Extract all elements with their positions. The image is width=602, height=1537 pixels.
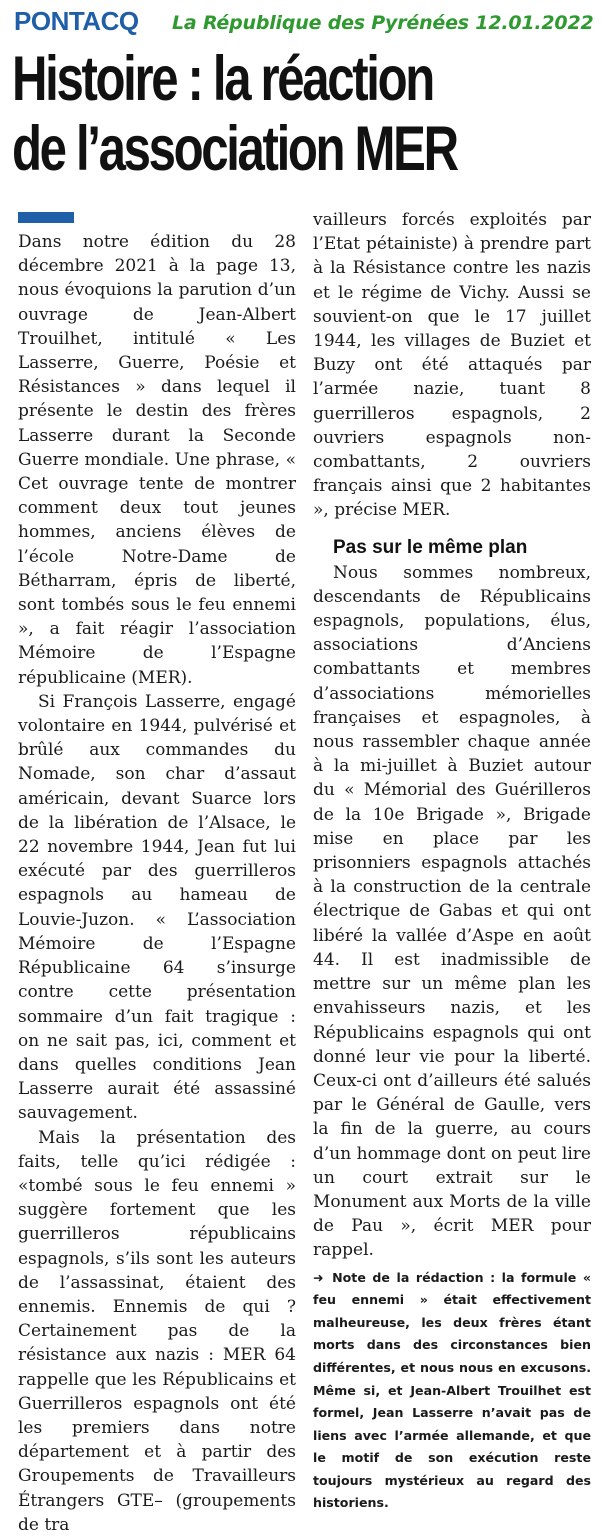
subhead: Pas sur le même plan [333,536,528,558]
paragraph-1: Dans notre édition du 28 décembre 2021 à la page 13, nous évoquions la parution d’un ouvrage de Jean-Albert Trouilhet, intitulé « Les Lasserre, Guerre, Poésie et Résistances » dans lequel il présente le destin des frères Lasserre durant la Seconde Guerre mondiale. Une phrase, « Cet ouvrage tente de montrer comment deux tout jeunes hommes, anciens élèves de l’école Notre-Dame de Bétharram, épris de liberté, sont tombés sous le feu ennemi », a fait réagir l’association Mémoire de l’Espagne républicaine (MER). [18,232,296,688]
editor-note [313,1267,591,1516]
editor-note-text: Note de la rédaction : la formule « feu ennemi » était effectivement malheureuse, les deux frères étant morts dans des circonstances bien différentes, et nous nous en excusons. Même si, et Jean-Albert Trouilhet est formel, Jean Lasserre n’avait pas de liens avec l’armée allemande, et que le motif de son exécution reste toujours mystérieux au regard des historiens. [313,1269,591,1511]
article-column-2 [313,208,591,1515]
paragraph-2: Si François Lasserre, engagé volontaire en 1944, pulvérisé et brûlé aux commandes du Nomade, son char d’assaut américain, devant Suarce lors de la libération de l’Alsace, le 22 novembre 1944, Jean fut lui exécuté par des guerrilleros espagnols au hameau de Louvie-Juzon. « L’association Mémoire de l’Espagne Républicaine 64 s’insurge contre cette présentation sommaire d’un fait tragique : on ne sait pas, ici, comment et dans quelles conditions Jean Lasserre aurait été assassiné sauvagement. [18,691,296,1124]
headline-line-2: de l’association MER [12,114,457,184]
lead-rule [18,212,74,223]
headline [12,44,592,184]
paragraph-3-continued: vailleurs forcés exploités par l’Etat pétainiste) à prendre part à la Résistance contre les nazis et le régime de Vichy. Aussi se souvient-on que le 17 juillet 1944, les villages de Buziet et Buzy ont été attaqués par l’armée nazie, tuant 8 guerrilleros espagnols, 2 ouvriers espagnols non-combattants, 2 ouvriers français ainsi que 2 habitantes », précise MER. [313,210,591,521]
arrow-icon: ➜ [313,1269,324,1285]
section-kicker: PONTACQ [14,6,139,36]
paragraph-4: Nous sommes nombreux, descendants de Républicains espagnols, populations, élus, associations d’Anciens combattants et membres d’associations mémorielles françaises et espagnoles, à nous rassembler chaque année à la mi-juillet à Buziet autour du « Mémorial des Guérilleros de la 10e Brigade », Brigade mise en place par les prisonniers espagnols attachés à la construction de la centrale électrique de Gabas et qui ont libéré la vallée d’Aspe en août 44. Il est inadmissible de mettre sur un même plan les envahisseurs nazis, et les Républicains espagnols qui ont donné leur vie pour la liberté. Ceux-ci ont d’ailleurs été salués par le Général de Gaulle, vers la fin de la guerre, au cours d’un hommage dont on peut lire un court extrait sur le Monument aux Morts de la ville de Pau », écrit MER pour rappel. [313,562,591,1261]
article-column-1 [18,210,296,1537]
headline-line-1: Histoire : la réaction [12,44,433,114]
paragraph-3: Mais la présentation des faits, telle qu’ici rédigée : «tombé sous le feu ennemi » suggère fortement que les guerrilleros républicains espagnols, s’ils sont les auteurs de l’assassinat, étaient des ennemis. Ennemis de qui ? Certainement pas de la résistance aux nazis : MER 64 rappelle que les Républicains et Guerrilleros espagnols ont été les premiers dans notre département et à partir des Groupements de Travailleurs Étrangers GTE– (groupements de tra [18,1127,296,1535]
source-line: La République des Pyrénées 12.01.2022 [172,12,594,34]
